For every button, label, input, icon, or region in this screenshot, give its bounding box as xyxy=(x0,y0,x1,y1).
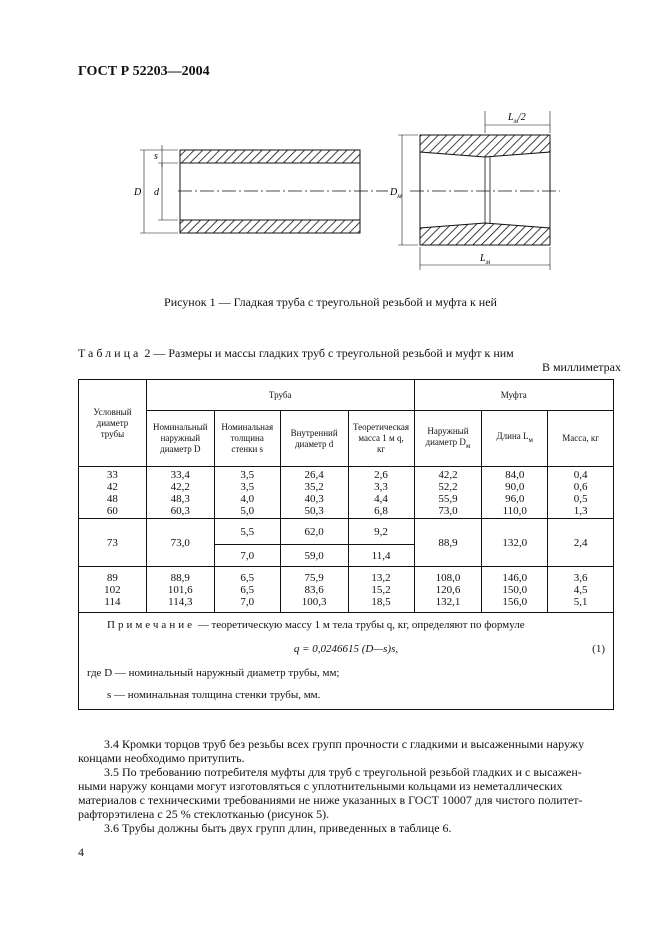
paragraph-3-6: 3.6 Трубы должны быть двух групп длин, приведенных в таблице 6. xyxy=(104,821,452,835)
pipe-drawing xyxy=(140,145,388,233)
pipe-dimensions-table xyxy=(78,379,614,710)
cell-outer: 33,4 42,2 48,3 60,3 xyxy=(146,467,214,519)
standard-header: ГОСТ Р 52203—2004 xyxy=(78,64,210,79)
cell-coup-mass: 3,6 4,5 5,1 xyxy=(548,567,614,613)
cell-inner: 59,0 xyxy=(280,545,348,567)
cell-outer: 73,0 xyxy=(146,519,214,567)
cell-mass1m: 9,2 xyxy=(348,519,414,545)
cell-wall: 7,0 xyxy=(214,545,280,567)
table-title: Таблица 2 — Размеры и массы гладких труб с треугольной резьбой и муфт к ним xyxy=(78,346,514,360)
header-inner: Внутренний диаметр d xyxy=(280,411,348,467)
cell-inner: 26,4 35,2 40,3 50,3 xyxy=(280,467,348,519)
header-pipe: Труба xyxy=(146,380,414,411)
units-label: В миллиметрах xyxy=(541,360,621,374)
cell-wall: 6,5 6,5 7,0 xyxy=(214,567,280,613)
label-D: D xyxy=(134,187,142,198)
figure-pipe-and-coupling xyxy=(120,105,580,285)
table-note: Примечание — теоретическую массу 1 м тела трубы q, кг, определяют по формуле q = 0,0246615 (D—s)s, (1) где D — номинальный наружный диаметр трубы, мм; s — номинальная толщина стенки трубы, мм. xyxy=(79,613,614,710)
header-theor-mass: Теоретическая масса 1 м q, кг xyxy=(348,411,414,467)
cell-coup-outer: 108,0 120,6 132,1 xyxy=(414,567,482,613)
header-length: Длина $L_м$ xyxy=(482,411,548,467)
paragraph-3-5-line3: материалов с техническими требованиями не ниже указанных в ГОСТ 10007 для чистого политет- xyxy=(78,793,583,807)
cell-wall: 3,5 3,5 4,0 5,0 xyxy=(214,467,280,519)
cell-coup-mass: 2,4 xyxy=(548,519,614,567)
header-nom-outer: Номинальный наружный диаметр D xyxy=(146,411,214,467)
cell-mass1m: 13,2 15,2 18,5 xyxy=(348,567,414,613)
label-Dm: $D_м$ xyxy=(390,187,402,200)
cell-cond: 73 xyxy=(79,519,147,567)
label-s: s xyxy=(154,151,158,162)
coupling-drawing xyxy=(398,111,560,270)
header-cond-diam: Условный диаметр трубы xyxy=(79,380,147,467)
paragraph-3-5-line2: ными наружу концами могут изготовляться с уплотнительными кольцами из неметаллических xyxy=(78,779,563,793)
header-coupling: Муфта xyxy=(414,380,613,411)
cell-wall: 5,5 xyxy=(214,519,280,545)
cell-coup-outer: 42,2 52,2 55,9 73,0 xyxy=(414,467,482,519)
label-Lm-half: $L_м/2$ xyxy=(508,112,526,125)
page-number: 4 xyxy=(78,845,84,859)
cell-coup-len: 132,0 xyxy=(482,519,548,567)
paragraph-3-4-line2: концами необходимо притупить. xyxy=(78,751,245,765)
paragraph-3-5-line4: рафторэтилена с 25 % стеклотканью (рисунок 5). xyxy=(78,807,330,821)
cell-mass1m: 11,4 xyxy=(348,545,414,567)
cell-inner: 62,0 xyxy=(280,519,348,545)
cell-coup-mass: 0,4 0,6 0,5 1,3 xyxy=(548,467,614,519)
cell-outer: 88,9 101,6 114,3 xyxy=(146,567,214,613)
table-note-row xyxy=(79,613,614,710)
cell-coup-len: 84,0 90,0 96,0 110,0 xyxy=(482,467,548,519)
table-row xyxy=(79,567,614,613)
cell-mass1m: 2,6 3,3 4,4 6,8 xyxy=(348,467,414,519)
cell-coup-outer: 88,9 xyxy=(414,519,482,567)
cell-inner: 75,9 83,6 100,3 xyxy=(280,567,348,613)
label-Lm: $L_м$ xyxy=(480,253,491,266)
cell-cond: 33 42 48 60 xyxy=(79,467,147,519)
cell-cond: 89 102 114 xyxy=(79,567,147,613)
table-row xyxy=(79,519,614,545)
table-row xyxy=(79,467,614,519)
paragraph-3-5-line1: 3.5 По требованию потребителя муфты для труб с треугольной резьбой гладких и с высажен- xyxy=(104,765,582,779)
header-mass: Масса, кг xyxy=(548,411,614,467)
header-nom-wall: Номинальная толщина стенки s xyxy=(214,411,280,467)
figure-caption: Рисунок 1 — Гладкая труба с треугольной резьбой и муфта к ней xyxy=(164,295,497,309)
cell-coup-len: 146,0 150,0 156,0 xyxy=(482,567,548,613)
label-d: d xyxy=(154,187,159,198)
paragraph-3-4-line1: 3.4 Кромки торцов труб без резьбы всех групп прочности с гладкими и высаженными наружу xyxy=(104,737,585,751)
header-outer-coupling: Наружный диаметр $D_м$ xyxy=(414,411,482,467)
